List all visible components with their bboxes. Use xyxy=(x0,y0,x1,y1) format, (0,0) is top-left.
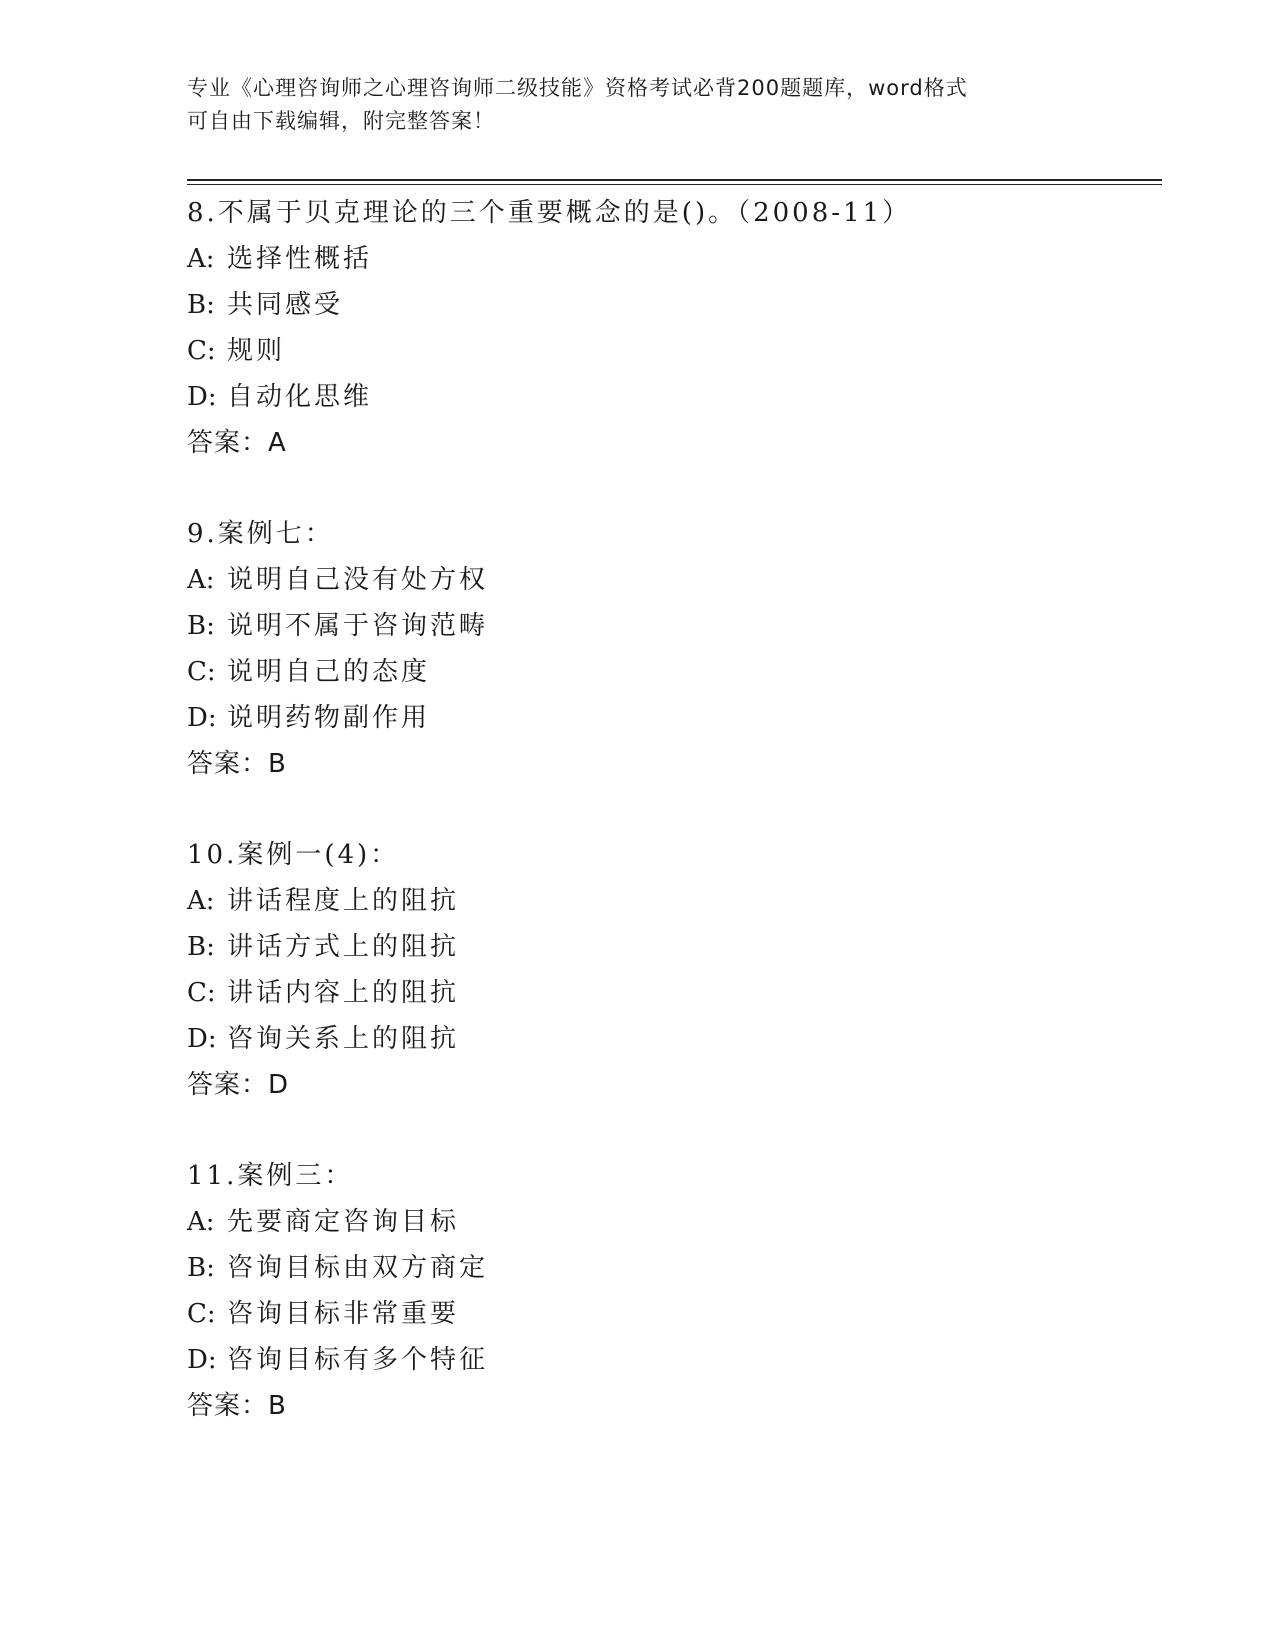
answer-line: 答案：B xyxy=(187,1391,287,1421)
option-b xyxy=(187,924,1162,970)
option-text: 讲话程度上的阻抗 xyxy=(227,886,460,916)
option-d xyxy=(187,374,1162,420)
header-divider-thick xyxy=(187,179,1162,181)
option-text: 共同感受 xyxy=(227,290,344,320)
option-a xyxy=(187,236,1162,282)
question-title: 11.案例三： xyxy=(187,1161,354,1191)
option-letter: B: xyxy=(187,611,215,641)
option-c xyxy=(187,649,1162,695)
question-title: 9.案例七： xyxy=(187,519,334,549)
header-divider-thin xyxy=(187,184,1162,185)
question-list xyxy=(187,190,1162,1474)
option-letter: C: xyxy=(187,978,216,1008)
header-line-1: 专业《心理咨询师之心理咨询师二级技能》资格考试必背200题题库，word格式 xyxy=(187,76,968,100)
option-text: 咨询目标非常重要 xyxy=(227,1299,460,1329)
option-letter: B: xyxy=(187,290,215,320)
option-text: 规则 xyxy=(227,336,286,366)
document-header xyxy=(187,72,1087,138)
option-letter: B: xyxy=(187,932,215,962)
option-letter: D: xyxy=(187,703,217,733)
question-8 xyxy=(187,190,1162,466)
option-text: 说明自己的态度 xyxy=(227,657,431,687)
option-a xyxy=(187,1199,1162,1245)
option-b xyxy=(187,603,1162,649)
question-title: 10.案例一(4)： xyxy=(187,840,400,870)
option-a xyxy=(187,557,1162,603)
option-b xyxy=(187,282,1162,328)
answer-line: 答案：D xyxy=(187,1070,290,1100)
option-text: 咨询目标由双方商定 xyxy=(227,1253,489,1283)
question-title: 8.不属于贝克理论的三个重要概念的是()。（2008-11） xyxy=(187,198,912,228)
option-d xyxy=(187,1016,1162,1062)
option-letter: C: xyxy=(187,1299,216,1329)
option-letter: D: xyxy=(187,382,217,412)
option-d xyxy=(187,1337,1162,1383)
option-c xyxy=(187,328,1162,374)
option-text: 说明自己没有处方权 xyxy=(227,565,489,595)
option-a xyxy=(187,878,1162,924)
option-text: 讲话方式上的阻抗 xyxy=(227,932,460,962)
option-letter: B: xyxy=(187,1253,215,1283)
option-letter: C: xyxy=(187,336,216,366)
option-c xyxy=(187,970,1162,1016)
option-text: 说明不属于咨询范畴 xyxy=(227,611,489,641)
option-b xyxy=(187,1245,1162,1291)
option-text: 选择性概括 xyxy=(227,244,373,274)
answer-line: 答案：A xyxy=(187,428,287,458)
option-d xyxy=(187,695,1162,741)
question-9 xyxy=(187,511,1162,787)
question-11 xyxy=(187,1153,1162,1429)
option-letter: D: xyxy=(187,1345,217,1375)
question-10 xyxy=(187,832,1162,1108)
option-text: 讲话内容上的阻抗 xyxy=(227,978,460,1008)
option-letter: C: xyxy=(187,657,216,687)
header-line-2: 可自由下载编辑，附完整答案！ xyxy=(187,109,495,133)
option-text: 咨询目标有多个特征 xyxy=(227,1345,489,1375)
option-letter: A: xyxy=(187,565,215,595)
option-text: 咨询关系上的阻抗 xyxy=(227,1024,460,1054)
option-text: 说明药物副作用 xyxy=(227,703,431,733)
option-letter: D: xyxy=(187,1024,217,1054)
option-text: 自动化思维 xyxy=(227,382,373,412)
option-text: 先要商定咨询目标 xyxy=(227,1207,460,1237)
option-c xyxy=(187,1291,1162,1337)
option-letter: A: xyxy=(187,886,215,916)
option-letter: A: xyxy=(187,244,215,274)
answer-line: 答案：B xyxy=(187,749,287,779)
option-letter: A: xyxy=(187,1207,215,1237)
